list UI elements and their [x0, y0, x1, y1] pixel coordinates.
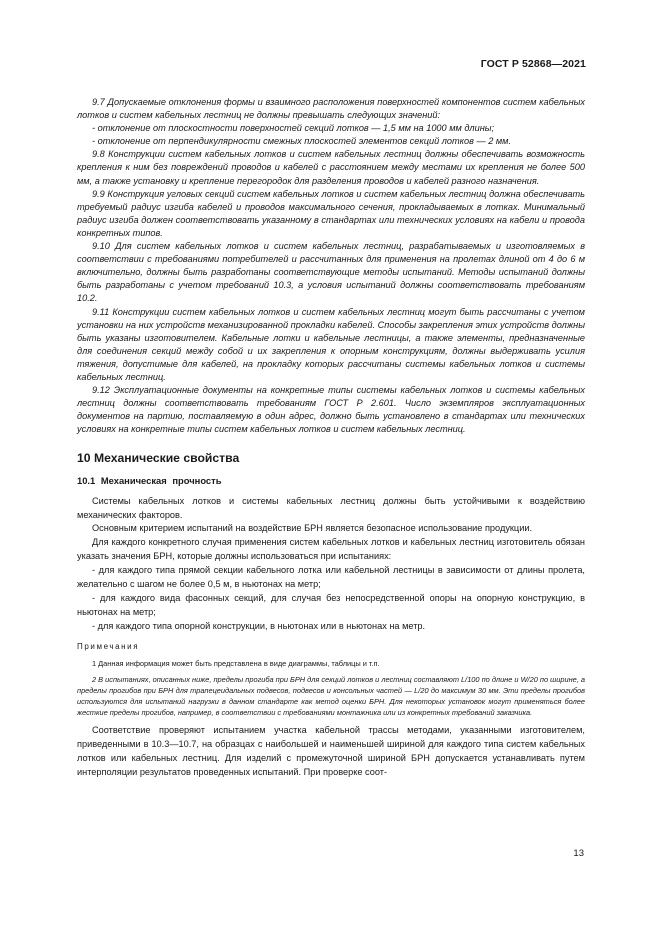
list-item: - для каждого вида фасонных секций, для случая без непосредственной опоры на опорную конструкцию, в ньютонах на метр; — [77, 592, 585, 617]
note-2: 2 В испытаниях, описанных ниже, пределы прогиба при БРН для секций лотков и лестниц составляют L/100 по длине и W/20 по ширине, а пределы прогибов при БРН для трапецеидальных подвесов, подвесов и консольных частей — L/20 до максимум 30 мм. Эти пределы прогибов используются для испытаний нагрузки в данном стандарте как метод оценки БРН. Для некоторых установок могут применяться более жесткие пределы прогибов, например, в соответствии с требованиями монтажника или из конкретных требований заказчика. — [77, 674, 585, 717]
clause-9-10: 9.10 Для систем кабельных лотков и систем кабельных лестниц, разрабатываемых и изготовляемых в соответствии с требованиями потребителей и рассчитанных для применения на пролетах длиной от 4 до 6 м включительно, должны быть разработаны соответствующие методы испытаний. Методы испытаний должны быть разработаны с учетом требований 10.3, а условия испытаний должны соответствовать требованиям 10.2. — [77, 241, 585, 304]
standard-header: ГОСТ Р 52868—2021 — [480, 58, 586, 70]
clause-9-12: 9.12 Эксплуатационные документы на конкретные типы системы кабельных лотков и системы кабельных лестниц должны соответствовать требованиям ГОСТ Р 2.601. Число экземпляров эксплуатационных документов на партию, поставляемую в один адрес, должно быть установлено в стандартах или технических условиях на конкретные типы систем кабельных лотков и систем кабельных лестниц. — [77, 385, 585, 435]
list-item: - отклонение от перпендикулярности смежных плоскостей элементов секций лотков — 2 мм. — [92, 136, 512, 147]
paragraph: Для каждого конкретного случая применения систем кабельных лотков и кабельных лестниц изготовитель обязан указать значения БРН, которые должны использоваться при испытаниях: — [77, 537, 585, 562]
paragraph: Системы кабельных лотков и системы кабельных лестниц должны быть устойчивыми к воздействию механических факторов. — [77, 495, 585, 520]
clause-9-7: 9.7 Допускаемые отклонения формы и взаимного расположения поверхностей компонентов систем кабельных лотков и систем кабельных лестниц не должны превышать следующих значений: — [77, 97, 585, 121]
list-item: - для каждого типа опорной конструкции, в ньютонах или в ньютонах на метр. — [92, 620, 426, 631]
paragraph: Основным критерием испытаний на воздействие БРН является безопасное использование продукции. — [92, 523, 533, 534]
paragraph: Соответствие проверяют испытанием участка кабельной трассы методами, указанными изготовителем, приведенными в 10.3—10.7, на образцах с наибольшей и наименьшей шириной для каждого типа систем кабельных лотков или кабельных лестниц. Для изделий с промежуточной шириной БРН допускается устанавливать путем интерполяции результатов проведенных испытаний. При проверке соот- — [77, 724, 585, 777]
note-1: 1 Данная информация может быть представлена в виде диаграммы, таблицы и т.п. — [92, 658, 380, 668]
section-title: 10 Механические свойства — [77, 451, 240, 466]
list-item: - отклонение от плоскостности поверхностей секций лотков — 1,5 мм на 1000 мм длины; — [92, 123, 495, 134]
clause-9-8: 9.8 Конструкции систем кабельных лотков и систем кабельных лестниц должны обеспечивать возможность крепления к ним без повреждений проводов и кабелей с расстоянием между местами их крепления не более 500 мм, а также установку и крепление перегородок для разделения проводов и кабелей разного назначения. — [77, 149, 585, 186]
list-item: - для каждого типа прямой секции кабельного лотка или кабельной лестницы в зависимости от длины пролета, желательно с шагом не более 0,5 м, в ньютонах на метр; — [77, 565, 585, 590]
notes-heading: Примечания — [77, 641, 140, 651]
document-body — [77, 96, 585, 779]
subsection-title: 10.1 Механическая прочность — [77, 474, 222, 486]
page-number: 13 — [573, 848, 584, 859]
clause-9-11: 9.11 Конструкции систем кабельных лотков и систем кабельных лестниц могут быть рассчитаны с учетом установки на них устройств механизированной прокладки кабелей. Способы закрепления этих устройств должны быть указаны изготовителем. Кабельные лотки и кабельные лестницы, а также элементы, предназначенные для соединения секций между собой и их закрепления к опорным конструкциям, должны выдерживать усилия тяжения, допустимые для кабелей, на прокладку которых рассчитаны системы кабельных лотков и системы кабельных лестниц. — [77, 306, 585, 382]
clause-9-9: 9.9 Конструкция угловых секций систем кабельных лотков и систем кабельных лестниц должна обеспечивать требуемый радиус изгиба кабелей и проводов максимального сечения, прокладываемых в лотках. Минимальный радиус изгиба должен соответствовать указанному в стандартах или технических условиях на кабели и провода конкретных типов. — [77, 188, 585, 238]
